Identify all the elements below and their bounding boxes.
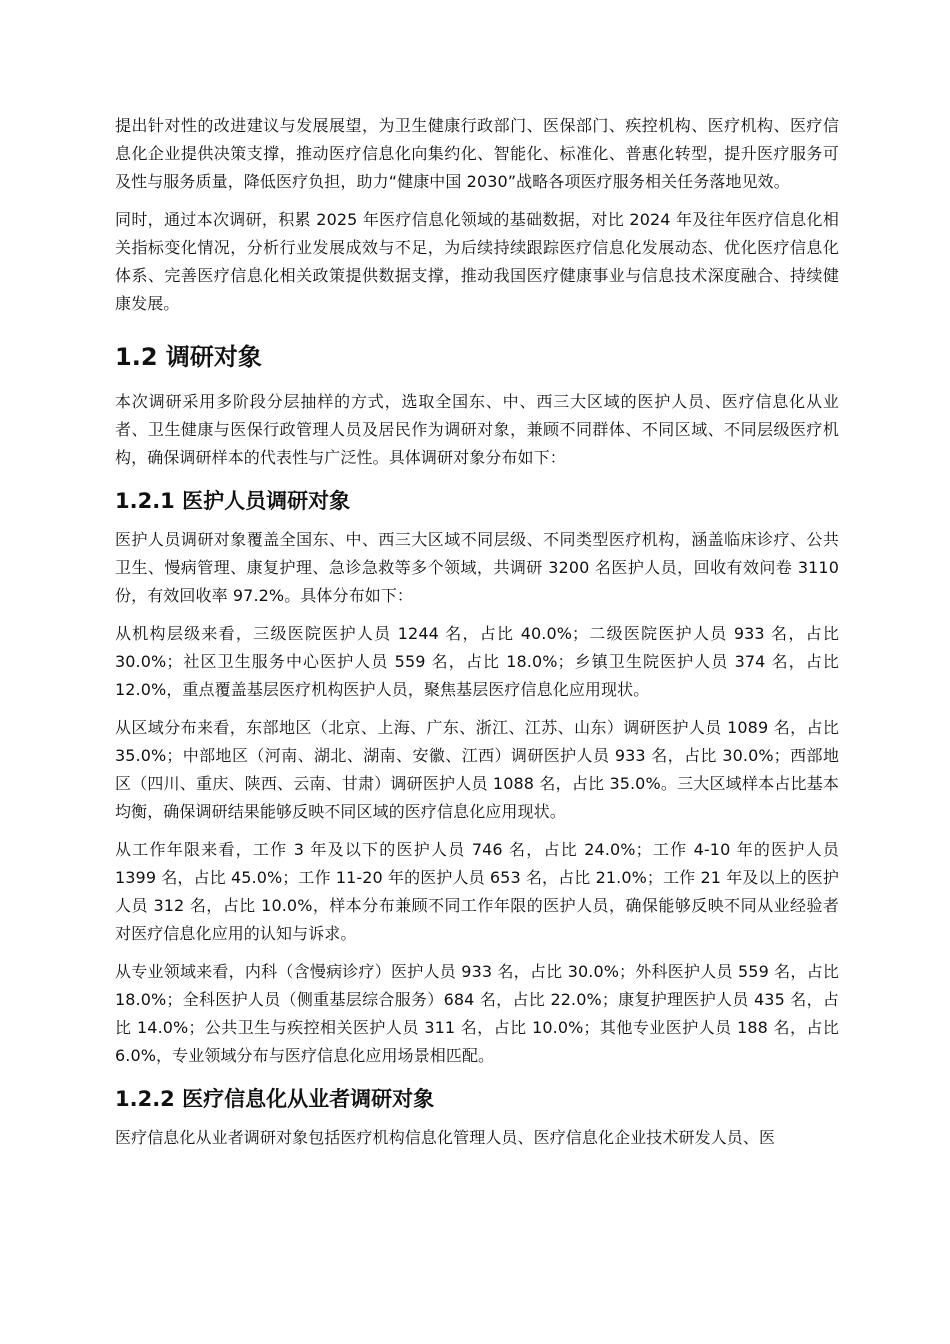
- intro-paragraph-2: 同时，通过本次调研，积累 2025 年医疗信息化领域的基础数据，对比 2024 年及往年医疗信息化相关指标变化情况，分析行业发展成效与不足，为后续持续跟踪医疗信息化发展动态、优化医疗信息化体系、完善医疗信息化相关政策提供数据支撑，推动我国医疗健康事业与信息技术深度融合、持续健康发展。: [115, 210, 839, 313]
- section-heading-1-2-1: 1.2.1 医护人员调研对象: [115, 489, 351, 513]
- section-1-2-1-paragraph-2: 从机构层级来看，三级医院医护人员 1244 名，占比 40.0%；二级医院医护人员 933 名，占比 30.0%；社区卫生服务中心医护人员 559 名，占比 18.0%；乡镇卫生院医护人员 374 名，占比 12.0%，重点覆盖基层医疗机构医护人员，聚焦基层医疗信息化应用现状。: [115, 624, 839, 699]
- document-page: [115, 112, 839, 1162]
- section-1-2-2-paragraph-1: 医疗信息化从业者调研对象包括医疗机构信息化管理人员、医疗信息化企业技术研发人员、医: [115, 1128, 776, 1147]
- section-1-2-1-paragraph-5: 从专业领域来看，内科（含慢病诊疗）医护人员 933 名，占比 30.0%；外科医护人员 559 名，占比 18.0%；全科医护人员（侧重基层综合服务）684 名，占比 22.0%；康复护理医护人员 435 名，占比 14.0%；公共卫生与疾控相关医护人员 311 名，占比 10.0%；其他专业医护人员 188 名，占比 6.0%，专业领域分布与医疗信息化应用场景相匹配。: [115, 962, 839, 1065]
- intro-paragraph-1: 提出针对性的改进建议与发展展望，为卫生健康行政部门、医保部门、疾控机构、医疗机构、医疗信息化企业提供决策支撑，推动医疗信息化向集约化、智能化、标准化、普惠化转型，提升医疗服务可及性与服务质量，降低医疗负担，助力“健康中国 2030”战略各项医疗服务相关任务落地见效。: [115, 116, 839, 191]
- section-1-2-1-paragraph-1: 医护人员调研对象覆盖全国东、中、西三大区域不同层级、不同类型医疗机构，涵盖临床诊疗、公共卫生、慢病管理、康复护理、急诊急救等多个领域，共调研 3200 名医护人员，回收有效问卷 3110 份，有效回收率 97.2%。具体分布如下：: [115, 530, 839, 605]
- section-heading-1-2-2: 1.2.2 医疗信息化从业者调研对象: [115, 1087, 435, 1111]
- section-1-2-1-paragraph-4: 从工作年限来看，工作 3 年及以下的医护人员 746 名，占比 24.0%；工作 4-10 年的医护人员 1399 名，占比 45.0%；工作 11-20 年的医护人员 653 名，占比 21.0%；工作 21 年及以上的医护人员 312 名，占比 10.0%，样本分布兼顾不同工作年限的医护人员，确保能够反映不同从业经验者对医疗信息化应用的认知与诉求。: [115, 840, 839, 943]
- section-heading-1-2: 1.2 调研对象: [115, 343, 262, 371]
- section-1-2-1-paragraph-3: 从区域分布来看，东部地区（北京、上海、广东、浙江、江苏、山东）调研医护人员 1089 名，占比 35.0%；中部地区（河南、湖北、湖南、安徽、江西）调研医护人员 933 名，占比 30.0%；西部地区（四川、重庆、陕西、云南、甘肃）调研医护人员 1088 名，占比 35.0%。三大区域样本占比基本均衡，确保调研结果能够反映不同区域的医疗信息化应用现状。: [115, 718, 839, 821]
- section-1-2-paragraph: 本次调研采用多阶段分层抽样的方式，选取全国东、中、西三大区域的医护人员、医疗信息化从业者、卫生健康与医保行政管理人员及居民作为调研对象，兼顾不同群体、不同区域、不同层级医疗机构，确保调研样本的代表性与广泛性。具体调研对象分布如下：: [115, 392, 839, 467]
